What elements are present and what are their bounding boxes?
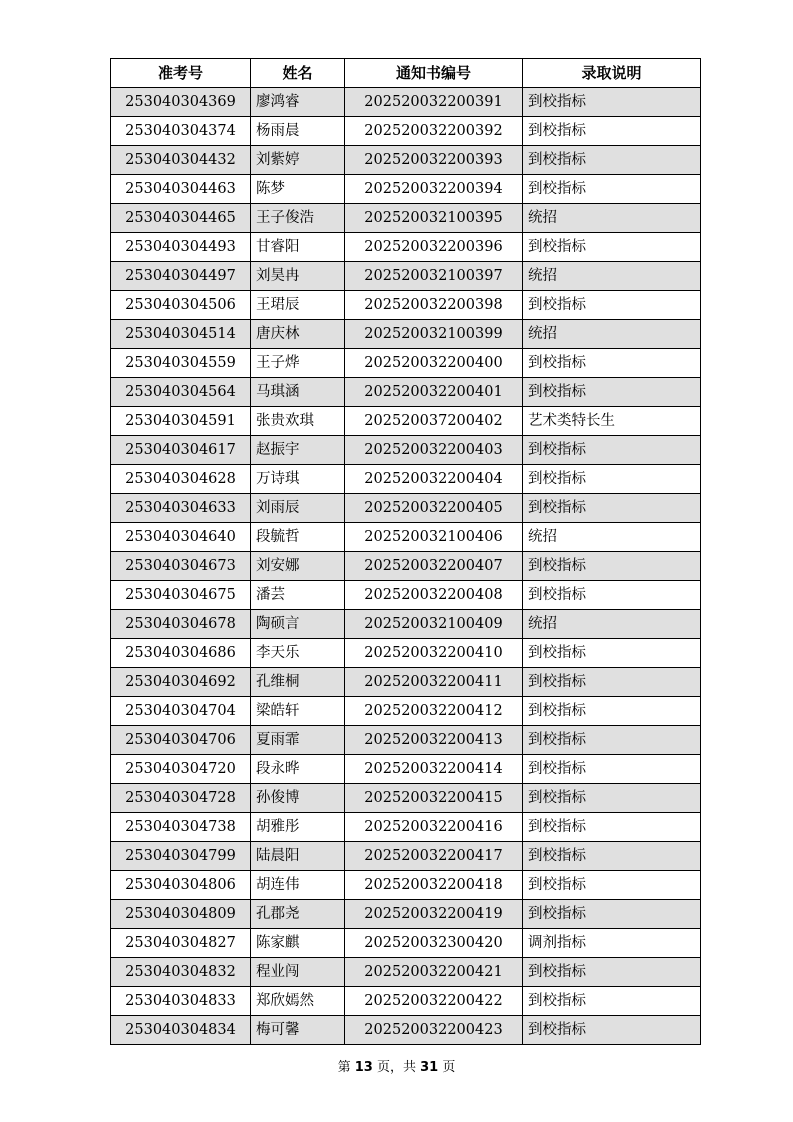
cell-admission-note: 到校指标 — [523, 465, 701, 494]
cell-admission-note: 到校指标 — [523, 436, 701, 465]
cell-admission-note: 到校指标 — [523, 726, 701, 755]
cell-exam-number: 253040304559 — [111, 349, 251, 378]
cell-admission-note: 到校指标 — [523, 233, 701, 262]
cell-admission-note: 到校指标 — [523, 987, 701, 1016]
table-row — [111, 697, 701, 726]
cell-name: 王子烨 — [251, 349, 345, 378]
cell-exam-number: 253040304369 — [111, 88, 251, 117]
cell-notice-number: 202520032100395 — [345, 204, 523, 233]
table-row — [111, 204, 701, 233]
cell-name: 夏雨霏 — [251, 726, 345, 755]
cell-name: 万诗琪 — [251, 465, 345, 494]
cell-name: 廖鸿睿 — [251, 88, 345, 117]
cell-admission-note: 到校指标 — [523, 871, 701, 900]
cell-name: 孔郡尧 — [251, 900, 345, 929]
admission-table-container — [110, 58, 700, 1045]
cell-notice-number: 202520032200413 — [345, 726, 523, 755]
cell-name: 陆晨阳 — [251, 842, 345, 871]
cell-exam-number: 253040304673 — [111, 552, 251, 581]
cell-exam-number: 253040304706 — [111, 726, 251, 755]
footer-page-number: 13 — [354, 1060, 373, 1075]
cell-notice-number: 202520032200414 — [345, 755, 523, 784]
table-row — [111, 958, 701, 987]
table-row — [111, 1016, 701, 1045]
table-row — [111, 436, 701, 465]
cell-notice-number: 202520032200398 — [345, 291, 523, 320]
cell-admission-note: 到校指标 — [523, 842, 701, 871]
cell-name: 梅可馨 — [251, 1016, 345, 1045]
table-row — [111, 175, 701, 204]
cell-name: 唐庆林 — [251, 320, 345, 349]
cell-admission-note: 到校指标 — [523, 755, 701, 784]
cell-name: 陶硕言 — [251, 610, 345, 639]
cell-notice-number: 202520032200410 — [345, 639, 523, 668]
cell-notice-number: 202520032200391 — [345, 88, 523, 117]
cell-exam-number: 253040304686 — [111, 639, 251, 668]
table-row — [111, 900, 701, 929]
table-row — [111, 378, 701, 407]
cell-name: 段永晔 — [251, 755, 345, 784]
cell-admission-note: 到校指标 — [523, 900, 701, 929]
cell-notice-number: 202520032100406 — [345, 523, 523, 552]
cell-admission-note: 到校指标 — [523, 552, 701, 581]
cell-admission-note: 到校指标 — [523, 146, 701, 175]
cell-notice-number: 202520032200417 — [345, 842, 523, 871]
cell-notice-number: 202520032200401 — [345, 378, 523, 407]
table-row — [111, 465, 701, 494]
table-row — [111, 523, 701, 552]
cell-name: 胡连伟 — [251, 871, 345, 900]
cell-notice-number: 202520032200422 — [345, 987, 523, 1016]
cell-name: 陈家麒 — [251, 929, 345, 958]
table-row — [111, 407, 701, 436]
cell-name: 孙俊博 — [251, 784, 345, 813]
table-row — [111, 784, 701, 813]
cell-name: 孔维桐 — [251, 668, 345, 697]
cell-exam-number: 253040304564 — [111, 378, 251, 407]
cell-admission-note: 统招 — [523, 204, 701, 233]
cell-admission-note: 调剂指标 — [523, 929, 701, 958]
cell-name: 刘紫婷 — [251, 146, 345, 175]
cell-notice-number: 202520032200411 — [345, 668, 523, 697]
cell-exam-number: 253040304704 — [111, 697, 251, 726]
cell-exam-number: 253040304692 — [111, 668, 251, 697]
cell-notice-number: 202520032200415 — [345, 784, 523, 813]
cell-exam-number: 253040304832 — [111, 958, 251, 987]
cell-name: 李天乐 — [251, 639, 345, 668]
table-row — [111, 88, 701, 117]
cell-admission-note: 到校指标 — [523, 175, 701, 204]
cell-exam-number: 253040304591 — [111, 407, 251, 436]
table-row — [111, 117, 701, 146]
cell-admission-note: 统招 — [523, 610, 701, 639]
cell-admission-note: 到校指标 — [523, 291, 701, 320]
cell-exam-number: 253040304463 — [111, 175, 251, 204]
table-row — [111, 813, 701, 842]
cell-notice-number: 202520032200396 — [345, 233, 523, 262]
cell-admission-note: 到校指标 — [523, 88, 701, 117]
header-notice-number: 通知书编号 — [345, 59, 523, 88]
cell-exam-number: 253040304728 — [111, 784, 251, 813]
header-name: 姓名 — [251, 59, 345, 88]
table-row — [111, 233, 701, 262]
table-row — [111, 494, 701, 523]
cell-notice-number: 202520032200393 — [345, 146, 523, 175]
cell-notice-number: 202520032100397 — [345, 262, 523, 291]
cell-notice-number: 202520032200416 — [345, 813, 523, 842]
cell-exam-number: 253040304806 — [111, 871, 251, 900]
cell-name: 王珺辰 — [251, 291, 345, 320]
cell-name: 程业闯 — [251, 958, 345, 987]
cell-admission-note: 到校指标 — [523, 117, 701, 146]
cell-notice-number: 202520032200418 — [345, 871, 523, 900]
cell-exam-number: 253040304675 — [111, 581, 251, 610]
cell-exam-number: 253040304678 — [111, 610, 251, 639]
cell-admission-note: 到校指标 — [523, 581, 701, 610]
cell-notice-number: 202520032200404 — [345, 465, 523, 494]
cell-exam-number: 253040304617 — [111, 436, 251, 465]
cell-admission-note: 统招 — [523, 523, 701, 552]
table-header-row — [111, 59, 701, 88]
cell-exam-number: 253040304720 — [111, 755, 251, 784]
footer-total-pages: 31 — [420, 1060, 439, 1075]
cell-exam-number: 253040304809 — [111, 900, 251, 929]
table-row — [111, 842, 701, 871]
cell-name: 马琪涵 — [251, 378, 345, 407]
cell-notice-number: 202520032200400 — [345, 349, 523, 378]
cell-name: 杨雨晨 — [251, 117, 345, 146]
cell-exam-number: 253040304432 — [111, 146, 251, 175]
table-row — [111, 987, 701, 1016]
cell-name: 陈梦 — [251, 175, 345, 204]
table-row — [111, 262, 701, 291]
cell-admission-note: 到校指标 — [523, 958, 701, 987]
cell-notice-number: 202520032200403 — [345, 436, 523, 465]
table-row — [111, 726, 701, 755]
cell-notice-number: 202520032200412 — [345, 697, 523, 726]
admission-table — [110, 58, 701, 1045]
table-row — [111, 871, 701, 900]
table-row — [111, 639, 701, 668]
footer-suffix: 页 — [442, 1060, 456, 1075]
table-row — [111, 552, 701, 581]
cell-name: 刘昊冉 — [251, 262, 345, 291]
cell-name: 甘睿阳 — [251, 233, 345, 262]
table-row — [111, 668, 701, 697]
table-row — [111, 755, 701, 784]
header-admission-note: 录取说明 — [523, 59, 701, 88]
cell-exam-number: 253040304628 — [111, 465, 251, 494]
cell-name: 潘芸 — [251, 581, 345, 610]
table-body — [111, 88, 701, 1045]
cell-admission-note: 到校指标 — [523, 1016, 701, 1045]
cell-admission-note: 到校指标 — [523, 639, 701, 668]
cell-name: 张贵欢琪 — [251, 407, 345, 436]
cell-admission-note: 到校指标 — [523, 378, 701, 407]
cell-notice-number: 202520032200423 — [345, 1016, 523, 1045]
cell-notice-number: 202520032200408 — [345, 581, 523, 610]
page-footer — [0, 1056, 793, 1075]
cell-name: 梁皓轩 — [251, 697, 345, 726]
cell-admission-note: 到校指标 — [523, 349, 701, 378]
cell-notice-number: 202520032200394 — [345, 175, 523, 204]
table-row — [111, 146, 701, 175]
cell-exam-number: 253040304633 — [111, 494, 251, 523]
cell-admission-note: 到校指标 — [523, 813, 701, 842]
footer-prefix: 第 — [337, 1060, 351, 1075]
cell-notice-number: 202520032200407 — [345, 552, 523, 581]
cell-admission-note: 到校指标 — [523, 494, 701, 523]
cell-exam-number: 253040304834 — [111, 1016, 251, 1045]
table-row — [111, 610, 701, 639]
cell-notice-number: 202520037200402 — [345, 407, 523, 436]
cell-exam-number: 253040304506 — [111, 291, 251, 320]
cell-name: 胡雅彤 — [251, 813, 345, 842]
cell-admission-note: 到校指标 — [523, 784, 701, 813]
cell-admission-note: 到校指标 — [523, 697, 701, 726]
cell-notice-number: 202520032100399 — [345, 320, 523, 349]
cell-exam-number: 253040304799 — [111, 842, 251, 871]
footer-middle: 页，共 — [376, 1060, 416, 1075]
cell-notice-number: 202520032200392 — [345, 117, 523, 146]
cell-admission-note: 统招 — [523, 262, 701, 291]
table-row — [111, 929, 701, 958]
cell-admission-note: 统招 — [523, 320, 701, 349]
cell-notice-number: 202520032100409 — [345, 610, 523, 639]
cell-admission-note: 艺术类特长生 — [523, 407, 701, 436]
cell-name: 郑欣嫣然 — [251, 987, 345, 1016]
cell-name: 王子俊浩 — [251, 204, 345, 233]
cell-notice-number: 202520032200405 — [345, 494, 523, 523]
cell-exam-number: 253040304833 — [111, 987, 251, 1016]
cell-notice-number: 202520032200421 — [345, 958, 523, 987]
cell-name: 刘安娜 — [251, 552, 345, 581]
cell-name: 刘雨辰 — [251, 494, 345, 523]
table-row — [111, 349, 701, 378]
header-exam-number: 准考号 — [111, 59, 251, 88]
cell-exam-number: 253040304374 — [111, 117, 251, 146]
cell-exam-number: 253040304493 — [111, 233, 251, 262]
cell-name: 赵振宇 — [251, 436, 345, 465]
cell-admission-note: 到校指标 — [523, 668, 701, 697]
cell-exam-number: 253040304514 — [111, 320, 251, 349]
table-row — [111, 291, 701, 320]
cell-exam-number: 253040304640 — [111, 523, 251, 552]
table-row — [111, 320, 701, 349]
cell-exam-number: 253040304738 — [111, 813, 251, 842]
cell-exam-number: 253040304827 — [111, 929, 251, 958]
cell-exam-number: 253040304465 — [111, 204, 251, 233]
cell-notice-number: 202520032200419 — [345, 900, 523, 929]
cell-exam-number: 253040304497 — [111, 262, 251, 291]
cell-name: 段毓哲 — [251, 523, 345, 552]
table-row — [111, 581, 701, 610]
cell-notice-number: 202520032300420 — [345, 929, 523, 958]
